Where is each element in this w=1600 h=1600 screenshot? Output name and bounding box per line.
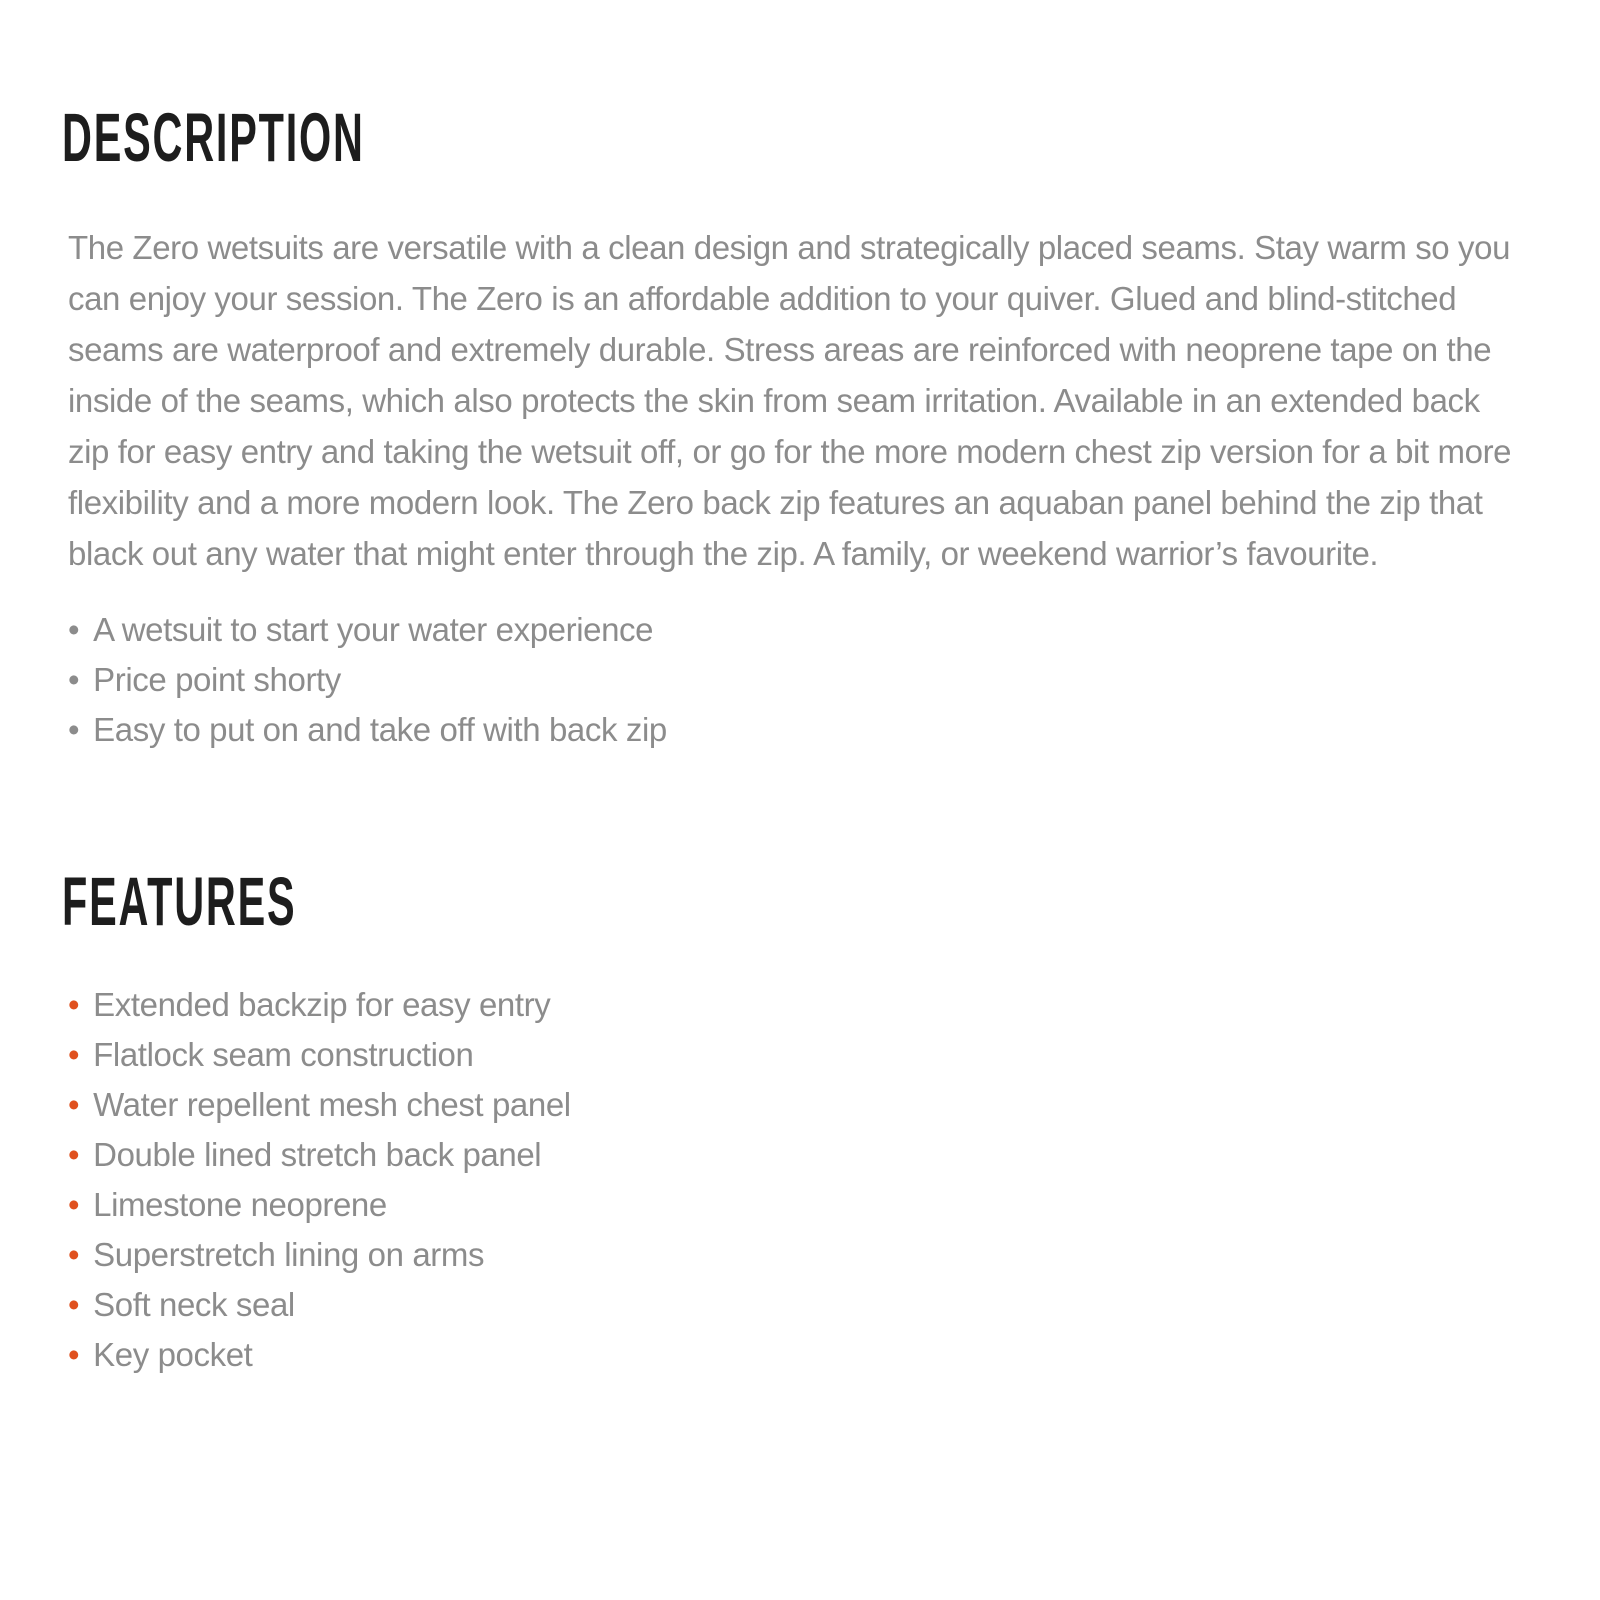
features-bullet-list bbox=[68, 980, 1518, 1380]
bullet-icon: • bbox=[68, 1286, 80, 1323]
list-item bbox=[68, 655, 1518, 705]
list-item bbox=[68, 1130, 1518, 1180]
bullet-icon: • bbox=[68, 661, 80, 698]
description-paragraph: The Zero wetsuits are versatile with a clean design and strategically placed seams. Stay warm so you can enjoy your session. The Zero is an affordable addition to your quiver. Glued and blind-stitched seams are waterproof and extremely durable. Stress areas are reinforced with neoprene tape on the inside of the seams, which also protects the skin from seam irritation. Available in an extended back zip for easy entry and taking the wetsuit off, or go for the more modern chest zip version for a bit more flexibility and a more modern look. The Zero back zip features an aquaban panel behind the zip that black out any water that might enter through the zip. A family, or weekend warrior’s favourite. bbox=[68, 229, 1512, 572]
description-section bbox=[62, 99, 1540, 755]
bullet-icon: • bbox=[68, 1136, 80, 1173]
list-item bbox=[68, 1080, 1518, 1130]
list-item bbox=[68, 605, 1518, 655]
list-item-label: Double lined stretch back panel bbox=[93, 1136, 542, 1173]
list-item bbox=[68, 1280, 1518, 1330]
list-item bbox=[68, 1030, 1518, 1080]
bullet-icon: • bbox=[68, 1186, 80, 1223]
list-item-label: Soft neck seal bbox=[93, 1286, 295, 1323]
bullet-icon: • bbox=[68, 1086, 80, 1123]
list-item-label: Extended backzip for easy entry bbox=[93, 986, 551, 1023]
bullet-icon: • bbox=[68, 1036, 80, 1073]
list-item-label: Limestone neoprene bbox=[93, 1186, 387, 1223]
description-bullet-list bbox=[68, 605, 1518, 755]
list-item-label: Key pocket bbox=[93, 1336, 253, 1373]
features-section bbox=[62, 863, 1540, 1380]
bullet-icon: • bbox=[68, 1236, 80, 1273]
bullet-icon: • bbox=[68, 1336, 80, 1373]
description-title: DESCRIPTION bbox=[62, 99, 365, 176]
bullet-icon: • bbox=[68, 611, 80, 648]
list-item-label: Price point shorty bbox=[93, 661, 341, 698]
list-item-label: Flatlock seam construction bbox=[93, 1036, 474, 1073]
list-item bbox=[68, 1230, 1518, 1280]
list-item bbox=[68, 1330, 1518, 1380]
list-item bbox=[68, 980, 1518, 1030]
list-item-label: Easy to put on and take off with back zip bbox=[93, 711, 667, 748]
list-item bbox=[68, 1180, 1518, 1230]
bullet-icon: • bbox=[68, 986, 80, 1023]
bullet-icon: • bbox=[68, 711, 80, 748]
list-item-label: A wetsuit to start your water experience bbox=[93, 611, 654, 648]
list-item-label: Water repellent mesh chest panel bbox=[93, 1086, 571, 1123]
list-item bbox=[68, 705, 1518, 755]
list-item-label: Superstretch lining on arms bbox=[93, 1236, 485, 1273]
features-title: FEATURES bbox=[62, 863, 297, 940]
